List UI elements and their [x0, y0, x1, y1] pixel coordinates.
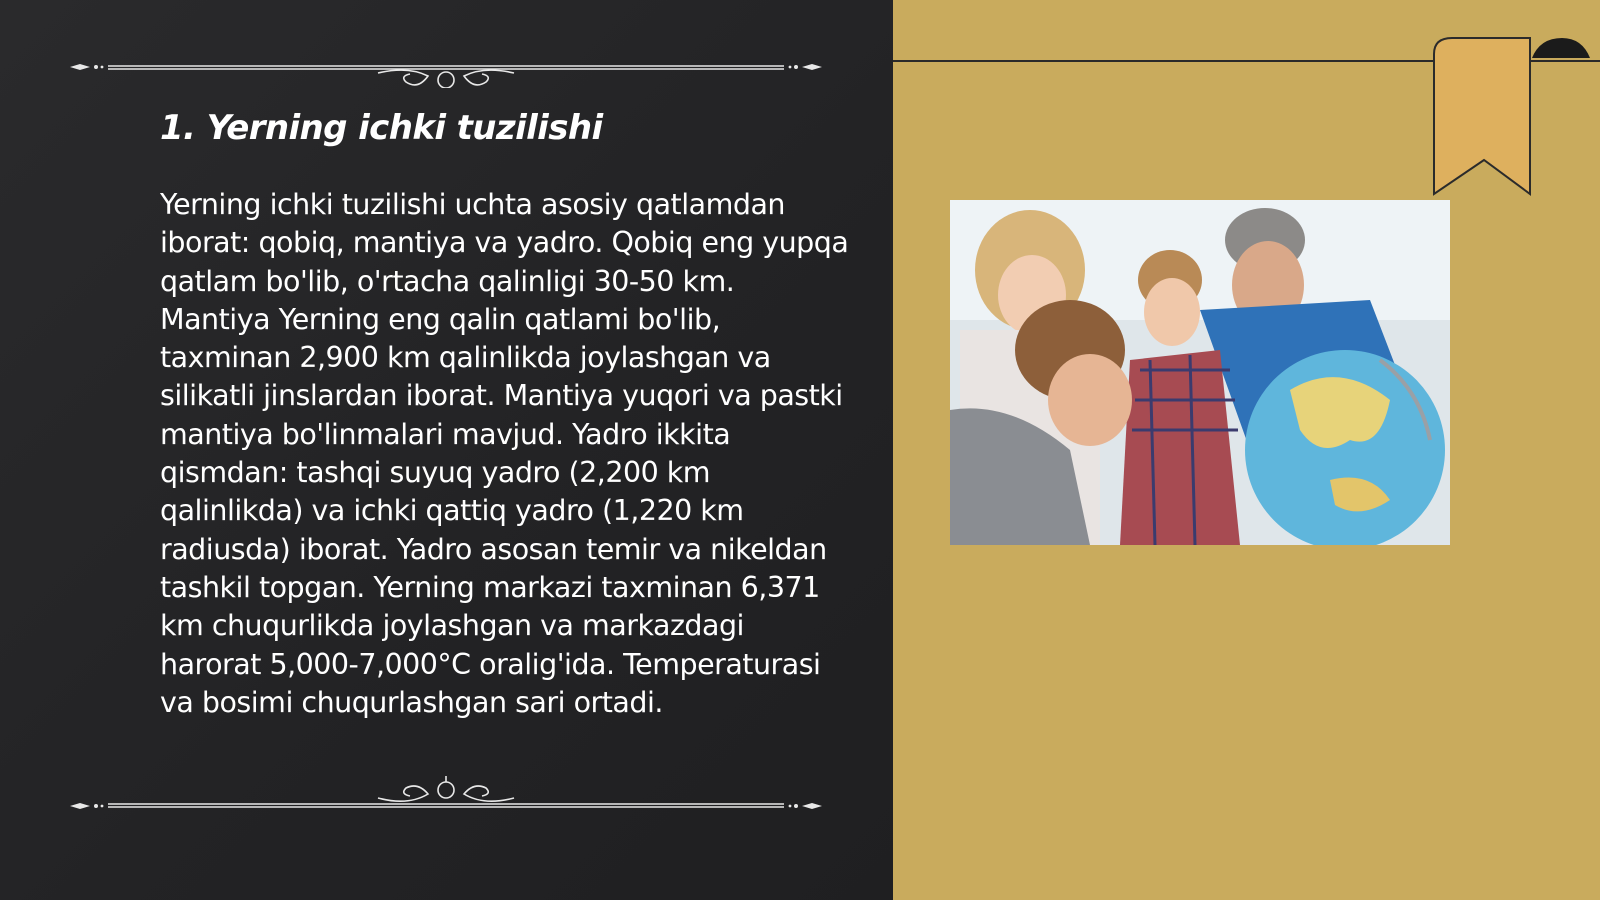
slide-body-text: Yerning ichki tuzilishi uchta asosiy qatlamdan iborat: qobiq, mantiya va yadro. Qobiq eng yupqa qatlam bo'lib, o'rtacha qalinligi 30-50 km. Mantiya Yerning eng qalin qatlami bo'lib, taxminan 2,900 km qalinlikda joylashgan va silikatli jinslardan iborat. Mantiya yuqori va pastki mantiya bo'linmalari mavjud. Yadro ikkita qismdan: tashqi suyuq yadro (2,200 km qalinlikda) va ichki qattiq yadro (1,220 km radiusda) iborat. Yadro asosan temir va nikeldan tashkil topgan. Yerning markazi taxminan 6,371 km chuqurlikda joylashgan va markazdagi harorat 5,000-7,000°C oralig'ida. Temperaturasi va bosimi chuqurlashgan sari ortadi.	[160, 188, 849, 719]
flourish-divider-top-icon	[68, 48, 824, 88]
bookmark-ribbon-icon	[1432, 36, 1592, 198]
slide-title: 1. Yerning ichki tuzilishi	[160, 108, 603, 148]
flourish-divider-bottom-icon	[68, 776, 824, 816]
teacher-children-globe-photo	[950, 200, 1450, 545]
